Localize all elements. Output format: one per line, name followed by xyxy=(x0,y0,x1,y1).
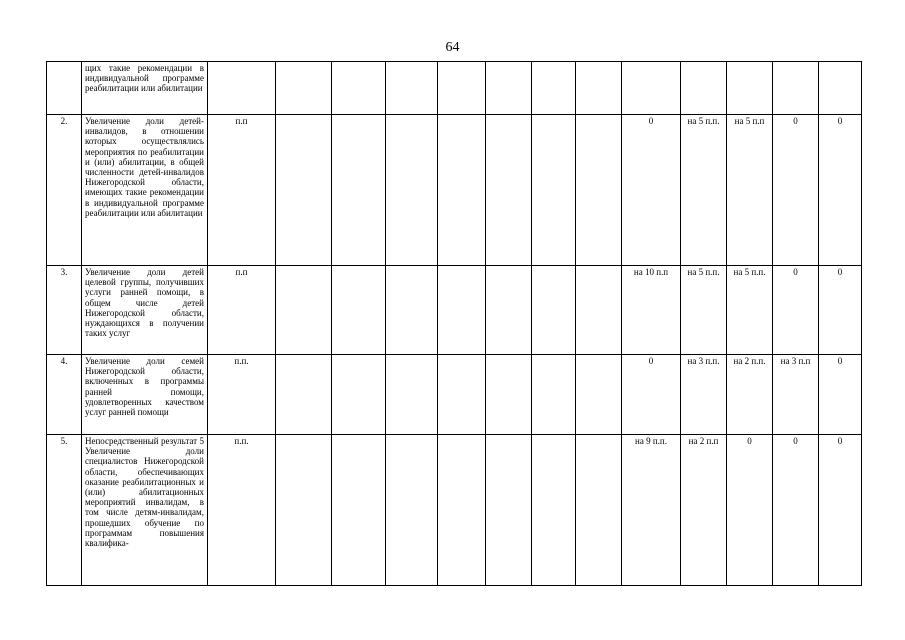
empty-cell xyxy=(438,62,486,115)
table-row xyxy=(47,355,862,435)
empty-cell xyxy=(486,115,532,266)
empty-cell xyxy=(486,355,532,435)
value-cell: 0 xyxy=(819,115,862,266)
value-cell: 0 xyxy=(773,115,819,266)
unit-cell: п.п. xyxy=(208,435,276,586)
empty-cell xyxy=(386,115,438,266)
row-number: 3. xyxy=(47,266,82,355)
value-cell: 0 xyxy=(773,266,819,355)
value-cell: 0 xyxy=(819,266,862,355)
indicator-description: Непосредственный результат 5 Увеличение доли специалистов Нижегородской области, обеспечивающих оказание реабилитационных и (или) абилитационных мероприятий инвалидам, в том числе детям-инвалидам, прошедших обучение по программам повышения квалифика- xyxy=(82,435,208,586)
empty-cell xyxy=(438,115,486,266)
empty-cell xyxy=(276,266,332,355)
empty-cell xyxy=(576,355,622,435)
value-cell: на 10 п.п xyxy=(622,266,681,355)
table-row xyxy=(47,435,862,586)
empty-cell xyxy=(532,266,576,355)
value-cell: на 5 п.п xyxy=(727,115,773,266)
empty-cell xyxy=(486,435,532,586)
empty-cell xyxy=(276,62,332,115)
indicators-table xyxy=(46,61,862,586)
value-cell: 0 xyxy=(622,115,681,266)
empty-cell xyxy=(276,435,332,586)
empty-cell xyxy=(276,115,332,266)
empty-cell xyxy=(486,62,532,115)
empty-cell xyxy=(332,62,386,115)
empty-cell xyxy=(576,62,622,115)
value-cell: на 2 п.п. xyxy=(727,355,773,435)
empty-cell xyxy=(386,266,438,355)
empty-cell xyxy=(532,62,576,115)
value-cell: на 5 п.п. xyxy=(727,266,773,355)
value-cell: на 2 п.п xyxy=(681,435,727,586)
page-number: 64 xyxy=(445,40,460,55)
empty-cell xyxy=(576,435,622,586)
value-cell: 0 xyxy=(727,435,773,586)
value-cell xyxy=(819,62,862,115)
empty-cell xyxy=(486,266,532,355)
value-cell: на 3 п.п. xyxy=(681,355,727,435)
empty-cell xyxy=(576,115,622,266)
empty-cell xyxy=(438,266,486,355)
row-number: 2. xyxy=(47,115,82,266)
indicator-description: Увеличение доли детей целевой группы, получивших услуги ранней помощи, в общем числе детей Нижегородской области, нуждающихся в получении таких услуг xyxy=(82,266,208,355)
row-number: 5. xyxy=(47,435,82,586)
row-number: 4. xyxy=(47,355,82,435)
indicator-description: щих такие рекомендации в индивидуальной программе реабилитации или абилитации xyxy=(82,62,208,115)
value-cell: 0 xyxy=(622,355,681,435)
empty-cell xyxy=(438,435,486,586)
empty-cell xyxy=(532,115,576,266)
empty-cell xyxy=(386,62,438,115)
empty-cell xyxy=(386,355,438,435)
empty-cell xyxy=(532,435,576,586)
indicator-description: Увеличение доли семей Нижегородской области, включенных в программы ранней помощи, удовлетворенных качеством услуг ранней помощи xyxy=(82,355,208,435)
empty-cell xyxy=(386,435,438,586)
value-cell: на 5 п.п. xyxy=(681,115,727,266)
value-cell xyxy=(773,62,819,115)
value-cell: 0 xyxy=(773,435,819,586)
empty-cell xyxy=(532,355,576,435)
value-cell: на 9 п.п. xyxy=(622,435,681,586)
value-cell xyxy=(727,62,773,115)
value-cell xyxy=(681,62,727,115)
value-cell: на 3 п.п xyxy=(773,355,819,435)
unit-cell: п.п xyxy=(208,115,276,266)
table-row xyxy=(47,266,862,355)
table-row xyxy=(47,115,862,266)
unit-cell: п.п. xyxy=(208,355,276,435)
empty-cell xyxy=(438,355,486,435)
indicator-description: Увеличение доли детей-инвалидов, в отношении которых осуществлялись мероприятия по реабилитации и (или) абилитации, в общей численности детей-инвалидов Нижегородской области, имеющих такие рекомендации в индивидуальной программе реабилитации или абилитации xyxy=(82,115,208,266)
value-cell: на 5 п.п. xyxy=(681,266,727,355)
empty-cell xyxy=(276,355,332,435)
empty-cell xyxy=(332,435,386,586)
table-row xyxy=(47,62,862,115)
row-number xyxy=(47,62,82,115)
unit-cell xyxy=(208,62,276,115)
value-cell: 0 xyxy=(819,435,862,586)
unit-cell: п.п xyxy=(208,266,276,355)
empty-cell xyxy=(332,115,386,266)
empty-cell xyxy=(576,266,622,355)
empty-cell xyxy=(332,355,386,435)
empty-cell xyxy=(332,266,386,355)
value-cell: 0 xyxy=(819,355,862,435)
value-cell xyxy=(622,62,681,115)
